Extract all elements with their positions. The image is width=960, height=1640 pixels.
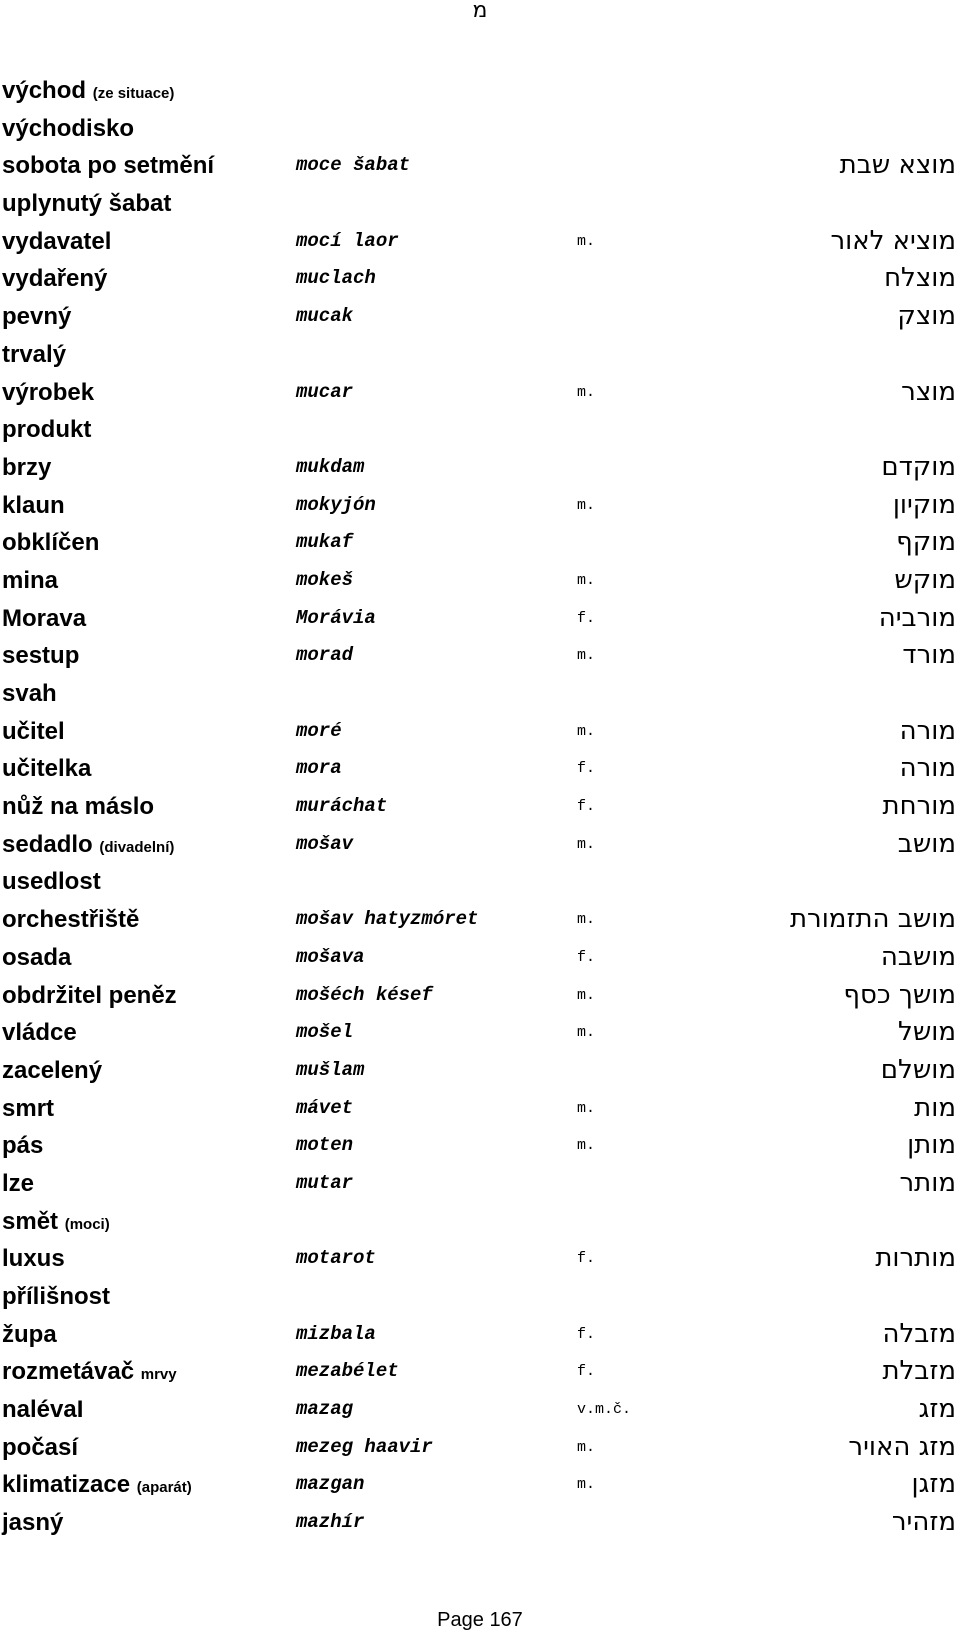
dictionary-row	[0, 487, 960, 525]
czech-term	[2, 1353, 177, 1394]
hebrew-term: מושך כסף	[843, 979, 956, 1010]
czech-term	[2, 1278, 110, 1316]
gender-marker: f.	[577, 609, 596, 627]
dictionary-row	[0, 600, 960, 638]
hebrew-term: מזבלה	[882, 1318, 956, 1349]
czech-note: (moci)	[64, 1215, 110, 1233]
dictionary-entries	[0, 72, 960, 1542]
hebrew-term: מוצא שבת	[839, 150, 956, 181]
czech-term	[2, 750, 91, 788]
dictionary-row	[0, 260, 960, 298]
czech-term	[2, 1052, 102, 1090]
dictionary-row	[0, 1127, 960, 1165]
czech-word: obdržitel peněz	[2, 981, 177, 1009]
hebrew-term: מוקש	[894, 564, 956, 595]
hebrew-term: מושב התזמורת	[789, 904, 956, 935]
dictionary-row	[0, 713, 960, 751]
czech-term	[2, 260, 107, 298]
transliteration: mizbala	[296, 1322, 376, 1345]
czech-word: rozmetávač	[2, 1358, 135, 1386]
czech-word: mina	[2, 566, 59, 594]
hebrew-term: מותרות	[875, 1243, 956, 1274]
czech-term	[2, 1466, 192, 1507]
hebrew-term: מותן	[907, 1130, 956, 1161]
transliteration: mocí laor	[296, 229, 399, 252]
czech-term	[2, 788, 154, 826]
hebrew-term: מושב	[897, 828, 956, 859]
dictionary-row	[0, 1316, 960, 1354]
czech-term	[2, 901, 139, 939]
dictionary-row	[0, 1014, 960, 1052]
transliteration: mucak	[296, 305, 354, 328]
czech-word: župa	[2, 1320, 57, 1348]
transliteration: mezabélet	[296, 1360, 399, 1383]
dictionary-row	[0, 72, 960, 110]
czech-word: vydařený	[2, 265, 108, 293]
czech-word: osada	[2, 943, 72, 971]
hebrew-term: מוצר	[901, 376, 956, 407]
dictionary-row	[0, 977, 960, 1015]
dictionary-row	[0, 1090, 960, 1128]
transliteration: moce šabat	[296, 154, 411, 177]
transliteration: moré	[296, 719, 342, 742]
hebrew-term: מזג	[918, 1394, 956, 1425]
gender-marker: f.	[577, 1250, 596, 1268]
dictionary-row	[0, 826, 960, 864]
czech-word: nůž na máslo	[2, 793, 155, 821]
transliteration: motarot	[296, 1247, 376, 1270]
gender-marker: f.	[577, 1325, 596, 1343]
hebrew-term: מורביה	[878, 602, 956, 633]
dictionary-row	[0, 1353, 960, 1391]
czech-word: učitel	[2, 717, 65, 745]
transliteration: mora	[296, 757, 342, 780]
hebrew-term: מורה	[899, 715, 956, 746]
czech-word: brzy	[2, 453, 52, 481]
czech-word: pás	[2, 1132, 44, 1160]
transliteration: mávet	[296, 1096, 354, 1119]
czech-term	[2, 1316, 57, 1354]
hebrew-term: מזהיר	[891, 1507, 956, 1538]
dictionary-row	[0, 223, 960, 261]
czech-word: obklíčen	[2, 529, 100, 557]
czech-term	[2, 487, 65, 525]
dictionary-row	[0, 901, 960, 939]
gender-marker: m.	[577, 496, 596, 514]
czech-term	[2, 185, 171, 223]
hebrew-term: מוצלח	[884, 263, 956, 294]
transliteration: Morávia	[296, 606, 376, 629]
dictionary-row	[0, 336, 960, 374]
czech-word: smrt	[2, 1094, 55, 1122]
transliteration: mukaf	[296, 531, 354, 554]
czech-word: jasný	[2, 1509, 64, 1537]
page-number: Page 167	[437, 1609, 523, 1631]
dictionary-row	[0, 110, 960, 148]
gender-marker: m.	[577, 383, 596, 401]
dictionary-row	[0, 1203, 960, 1241]
hebrew-term: מוצק	[897, 301, 956, 332]
czech-term	[2, 863, 101, 901]
dictionary-row	[0, 750, 960, 788]
gender-marker: f.	[577, 948, 596, 966]
transliteration: mukdam	[296, 455, 365, 478]
dictionary-row	[0, 1278, 960, 1316]
dictionary-row	[0, 411, 960, 449]
czech-word: Morava	[2, 604, 87, 632]
czech-word: svah	[2, 680, 57, 707]
czech-term	[2, 411, 91, 449]
czech-word: uplynutý šabat	[2, 190, 172, 218]
czech-word: sobota po setmění	[2, 152, 215, 180]
gender-marker: m.	[577, 835, 596, 853]
dictionary-row	[0, 675, 960, 713]
dictionary-row	[0, 374, 960, 412]
czech-term	[2, 939, 71, 977]
transliteration: mokeš	[296, 568, 354, 591]
czech-word: nalévaI	[2, 1396, 84, 1424]
czech-term	[2, 1203, 110, 1244]
dictionary-row	[0, 1504, 960, 1542]
gender-marker: m.	[577, 986, 596, 1004]
gender-marker: v.m.č.	[577, 1401, 632, 1419]
czech-term	[2, 1391, 83, 1429]
czech-term	[2, 562, 58, 600]
dictionary-row	[0, 637, 960, 675]
gender-marker: m.	[577, 647, 596, 665]
dictionary-row	[0, 562, 960, 600]
dictionary-row	[0, 449, 960, 487]
hebrew-term: מורחת	[882, 791, 956, 822]
hebrew-term: מוקדם	[881, 451, 956, 482]
transliteration: mošéch késef	[296, 983, 433, 1006]
czech-term	[2, 600, 86, 638]
czech-term	[2, 675, 57, 713]
dictionary-row	[0, 1052, 960, 1090]
dictionary-row	[0, 1429, 960, 1467]
czech-word: sedadlo	[2, 830, 93, 858]
dictionary-row	[0, 185, 960, 223]
czech-word: klimatizace	[2, 1471, 131, 1499]
transliteration: mazag	[296, 1398, 354, 1421]
czech-term	[2, 524, 99, 562]
hebrew-term: מוציא לאור	[830, 225, 956, 256]
czech-term	[2, 1165, 34, 1203]
gender-marker: f.	[577, 760, 596, 778]
czech-word: pevný	[2, 303, 72, 331]
czech-term	[2, 637, 79, 675]
dictionary-row	[0, 939, 960, 977]
czech-word: počasí	[2, 1433, 79, 1461]
czech-word: přílišnost	[2, 1283, 111, 1310]
hebrew-term: מורה	[899, 753, 956, 784]
transliteration: mošav hatyzmóret	[296, 908, 479, 931]
gender-marker: m.	[577, 1024, 596, 1042]
dictionary-row	[0, 524, 960, 562]
czech-word: vládce	[2, 1019, 77, 1047]
hebrew-term: מושלם	[880, 1054, 956, 1085]
section-letter: מ	[472, 0, 488, 23]
dictionary-row	[0, 788, 960, 826]
transliteration: mezeg haavir	[296, 1435, 433, 1458]
gender-marker: m.	[577, 571, 596, 589]
czech-word: usedlost	[2, 868, 101, 896]
gender-marker: m.	[577, 1438, 596, 1456]
czech-note: (aparát)	[136, 1479, 192, 1497]
dictionary-row	[0, 863, 960, 901]
czech-word: trvalý	[2, 340, 67, 368]
czech-term	[2, 1127, 43, 1165]
hebrew-term: מזגן	[911, 1469, 956, 1500]
gender-marker: m.	[577, 232, 596, 250]
czech-term	[2, 147, 214, 185]
gender-marker: m.	[577, 911, 596, 929]
transliteration: muclach	[296, 267, 376, 290]
czech-word: lze	[2, 1169, 35, 1197]
czech-word: zacelený	[2, 1056, 103, 1084]
czech-term	[2, 826, 174, 867]
transliteration: mušlam	[296, 1058, 365, 1081]
czech-note: (ze situace)	[92, 85, 175, 102]
czech-term	[2, 1504, 63, 1542]
gender-marker: f.	[577, 798, 596, 816]
czech-word: luxus	[2, 1245, 65, 1273]
czech-term	[2, 1014, 77, 1052]
czech-term	[2, 449, 51, 487]
dictionary-row	[0, 1391, 960, 1429]
transliteration: mazhír	[296, 1511, 365, 1534]
czech-word: výrobek	[2, 378, 95, 406]
gender-marker: m.	[577, 1137, 596, 1155]
gender-marker: m.	[577, 1476, 596, 1494]
gender-marker: m.	[577, 1099, 596, 1117]
hebrew-term: מזבלת	[882, 1356, 956, 1387]
transliteration: mutar	[296, 1171, 354, 1194]
czech-term	[2, 110, 134, 148]
czech-term	[2, 336, 66, 374]
czech-note: (divadelní)	[99, 838, 175, 856]
czech-term	[2, 1240, 65, 1278]
czech-term	[2, 223, 111, 261]
transliteration: mazgan	[296, 1473, 365, 1496]
hebrew-term: מושל	[898, 1017, 956, 1048]
dictionary-row	[0, 1240, 960, 1278]
czech-note: mrvy	[140, 1366, 177, 1384]
hebrew-term: מותר	[899, 1167, 956, 1198]
hebrew-term: מוקיון	[892, 489, 956, 520]
transliteration: mošel	[296, 1021, 354, 1044]
czech-word: východ	[2, 77, 87, 104]
czech-word: učitelka	[2, 755, 92, 783]
czech-word: orchestřiště	[2, 906, 140, 934]
transliteration: mošava	[296, 945, 365, 968]
dictionary-row	[0, 1165, 960, 1203]
gender-marker: m.	[577, 722, 596, 740]
transliteration: muráchat	[296, 795, 388, 818]
hebrew-term: מורד	[902, 640, 956, 671]
czech-term	[2, 977, 177, 1015]
hebrew-term: מות	[914, 1092, 956, 1123]
gender-marker: f.	[577, 1363, 596, 1381]
czech-term	[2, 298, 71, 336]
czech-term	[2, 713, 65, 751]
czech-word: produkt	[2, 416, 92, 444]
hebrew-term: מושבה	[880, 941, 956, 972]
transliteration: mošav	[296, 832, 354, 855]
dictionary-row	[0, 1466, 960, 1504]
czech-word: smět	[2, 1207, 59, 1235]
transliteration: mucar	[296, 380, 354, 403]
hebrew-term: מוקף	[896, 527, 956, 558]
czech-term	[2, 72, 174, 113]
czech-word: sestup	[2, 642, 80, 670]
dictionary-row	[0, 298, 960, 336]
transliteration: moten	[296, 1134, 354, 1157]
czech-term	[2, 374, 94, 412]
czech-word: východisko	[2, 114, 135, 142]
czech-word: vydavatel	[2, 227, 112, 255]
czech-term	[2, 1429, 78, 1467]
czech-term	[2, 1090, 54, 1128]
hebrew-term: מזג האויר	[848, 1431, 956, 1462]
transliteration: mokyjón	[296, 493, 376, 516]
czech-word: klaun	[2, 491, 65, 519]
dictionary-row	[0, 147, 960, 185]
transliteration: morad	[296, 644, 354, 667]
